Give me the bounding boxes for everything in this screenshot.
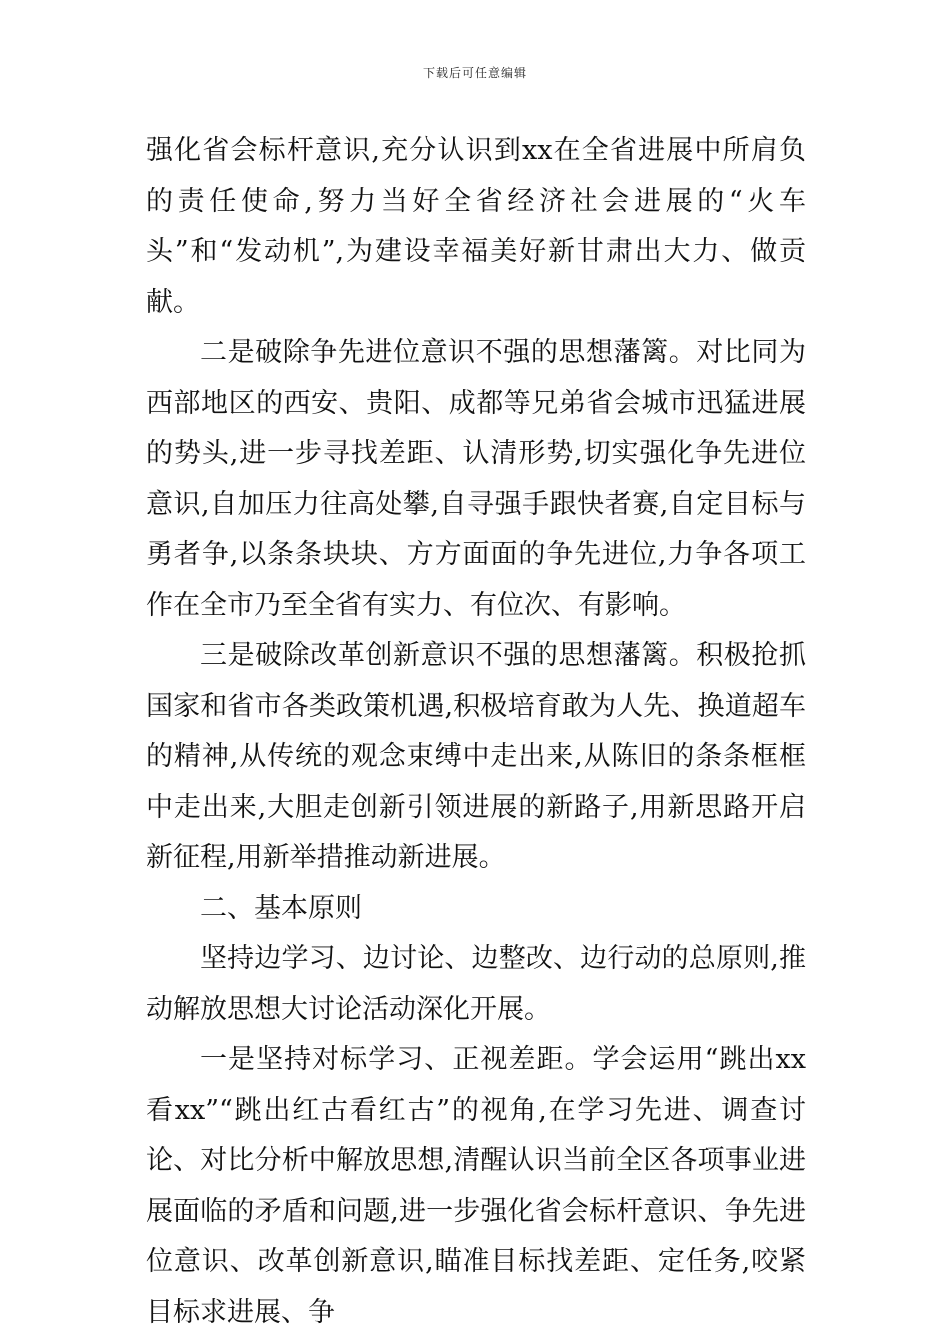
paragraph-6: 一是坚持对标学习、正视差距。学会运用“跳出xx看xx”“跳出红古看红古”的视角,在学习先进、调查讨论、对比分析中解放思想,清醒认识当前全区各项事业进展面临的矛盾和问题,进一步强化省会标杆意识、争先进位意识、改革创新意识,瞄准目标找差距、定任务,咬紧目标求进展、争 [146, 1044, 806, 1328]
page-header-note: 下载后可任意编辑 [422, 66, 527, 80]
paragraph-1: 强化省会标杆意识,充分认识到xx在全省进展中所肩负的责任使命,努力当好全省经济社会进展的“火车头”和“发动机”,为建设幸福美好新甘肃出大力、做贡献。 [146, 135, 806, 318]
paragraph-3: 三是破除改革创新意识不强的思想藩篱。积极抢抓国家和省市各类政策机遇,积极培育敢为人先、换道超车的精神,从传统的观念束缚中走出来,从陈旧的条条框框中走出来,大胆走创新引领进展的新路子,用新思路开启新征程,用新举措推动新进展。 [146, 640, 806, 873]
paragraph-5: 坚持边学习、边讨论、边整改、边行动的总原则,推动解放思想大讨论活动深化开展。 [146, 943, 806, 1025]
paragraph-2: 二是破除争先进位意识不强的思想藩篱。对比同为西部地区的西安、贵阳、成都等兄弟省会城市迅猛进展的势头,进一步寻找差距、认清形势,切实强化争先进位意识,自加压力往高处攀,自寻强手跟快者赛,自定目标与勇者争,以条条块块、方方面面的争先进位,力争各项工作在全市乃至全省有实力、有位次、有影响。 [146, 337, 806, 621]
document-body [146, 126, 806, 1338]
section-heading-basic-principles: 二、基本原则 [200, 892, 362, 924]
